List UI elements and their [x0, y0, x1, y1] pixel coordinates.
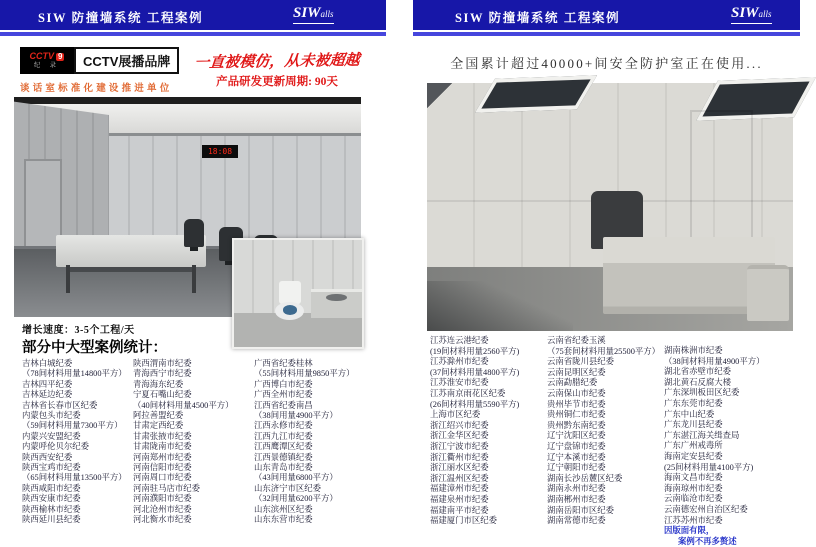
case-line: 河南驻马店市纪委 — [133, 483, 200, 493]
case-line: 广东深圳板田区纪委 — [664, 388, 740, 398]
case-line: (25间材料用量4100平方) — [664, 462, 754, 472]
case-line: 湖南永州市纪委 — [547, 484, 606, 494]
case-line: 浙江丽水区纪委 — [430, 463, 489, 473]
case-line: 海南琼州市纪委 — [664, 483, 723, 493]
case-line: 云南德宏州自治区纪委 — [664, 504, 748, 514]
case-line: 广东广州戒毒所 — [664, 441, 723, 451]
page-title: SIW 防撞墙系统 工程案例 — [38, 11, 204, 25]
sink-basin — [326, 294, 346, 301]
header-bar-right — [413, 0, 800, 30]
case-column-right-3 — [664, 346, 798, 547]
case-line: 广东中山纪委 — [664, 409, 715, 419]
case-line: （59间材料用量7300平方） — [22, 421, 123, 431]
case-line: 广西博白市纪委 — [254, 379, 313, 389]
case-line: 湖南郴州市纪委 — [547, 494, 606, 504]
case-line: 辽宁本溪市纪委 — [547, 452, 606, 462]
case-line: 云南保山市纪委 — [547, 388, 606, 398]
case-line: （38间材料用量4900平方） — [664, 356, 765, 366]
interrogation-room-photo-right — [427, 83, 793, 331]
case-line: （78间材料用量14800平方） — [22, 369, 127, 379]
case-line: 江西九江市纪委 — [254, 431, 313, 441]
case-line: 江苏南京雨花区纪委 — [430, 388, 506, 398]
siwalls-logo: SIWalls — [293, 4, 334, 24]
case-line: 江苏苏州市纪委 — [664, 515, 723, 525]
cctv-badge-label: CCTV展播品牌 — [74, 47, 179, 74]
case-line: 辽宁沈阳区纪委 — [547, 431, 606, 441]
case-line: 江西省纪委南昌 — [254, 400, 313, 410]
case-line: 内蒙包头市纪委 — [22, 411, 81, 421]
case-column-right-2 — [547, 336, 663, 527]
case-line: 河南信阳市纪委 — [133, 463, 192, 473]
case-line: 甘肃定西纪委 — [133, 421, 184, 431]
case-line: 广西省纪委桂林 — [254, 359, 313, 368]
case-line: 甘肃陇南市纪委 — [133, 442, 192, 452]
case-line: （55间材料用量9850平方） — [254, 369, 355, 379]
window — [474, 75, 596, 112]
case-line: 云南勐腊纪委 — [547, 378, 598, 388]
case-line: （32间用量6200平方） — [254, 494, 338, 504]
chair — [184, 219, 204, 247]
case-column-left-2 — [133, 359, 251, 526]
case-line: 陕西西安纪委 — [22, 452, 73, 462]
siwalls-logo: SIWalls — [731, 4, 772, 24]
case-line: 上海市区纪委 — [430, 410, 481, 420]
case-line: 广西全州市纪委 — [254, 390, 313, 400]
case-line: （65间材料用量13500平方） — [22, 473, 127, 483]
case-line: 浙江温州区纪委 — [430, 473, 489, 483]
case-line: 案例不再多赘述 — [678, 536, 737, 546]
case-line: 陕西安康市纪委 — [22, 494, 81, 504]
case-line: 阿拉善盟纪委 — [133, 411, 184, 421]
case-line: 吉林四平纪委 — [22, 379, 73, 389]
led-clock: 18:08 — [202, 145, 238, 158]
case-line: 内蒙呼伦贝尔纪委 — [22, 442, 89, 452]
case-line: 云南省纪委玉溪 — [547, 336, 606, 345]
case-line: 江苏淮安市纪委 — [430, 378, 489, 388]
growth-note: 增长速度：3-5个工程/天 — [22, 325, 135, 336]
case-line: 云南省陇川县纪委 — [547, 357, 614, 367]
case-line: 内蒙兴安盟纪委 — [22, 431, 81, 441]
case-line: 浙江金华区纪委 — [430, 431, 489, 441]
case-line: 浙江绍兴市纪委 — [430, 420, 489, 430]
case-line: (19间材料用量2560平方) — [430, 346, 520, 356]
case-line: 江西景德镇纪委 — [254, 452, 313, 462]
case-line: （43间用量6800平方） — [254, 473, 338, 483]
case-line: 福建泉州市纪委 — [430, 494, 489, 504]
case-line: 福建厦门市区纪委 — [430, 516, 497, 526]
case-line: 陕西宝鸡市纪委 — [22, 463, 81, 473]
case-line: 海南文昌市纪委 — [664, 473, 723, 483]
case-line: 吉林延边纪委 — [22, 390, 73, 400]
case-line: 福建南平市纪委 — [430, 505, 489, 515]
case-line: 甘肃张掖市纪委 — [133, 431, 192, 441]
case-line: 江西永修市纪委 — [254, 421, 313, 431]
footnote — [664, 526, 798, 547]
toilet-tank — [279, 281, 301, 305]
case-line: 吉林白城纪委 — [22, 359, 73, 368]
case-line: 贵州铜仁市纪委 — [547, 410, 606, 420]
case-line: 广东东莞市纪委 — [664, 398, 723, 408]
case-line: 海南定安县纪委 — [664, 451, 723, 461]
case-line: 江苏滁州市纪委 — [430, 357, 489, 367]
case-column-left-3 — [254, 359, 366, 526]
case-line: 广东龙川县纪委 — [664, 420, 723, 430]
page-title: SIW 防撞墙系统 工程案例 — [455, 11, 621, 25]
case-line: 陕西延川县纪委 — [22, 515, 81, 525]
case-line: (37间材料用量4800平方) — [430, 367, 520, 377]
case-line: 湖北省赤壁市纪委 — [664, 367, 731, 377]
case-line: 湖南株洲市纪委 — [664, 346, 723, 355]
case-line: 江苏连云港纪委 — [430, 336, 489, 345]
case-line: 山东济宁市区纪委 — [254, 483, 321, 493]
national-usage-headline: 全国累计超过40000+间安全防护室正在使用... — [450, 56, 763, 71]
case-line: 宁夏石嘴山纪委 — [133, 390, 192, 400]
padded-restroom-photo — [232, 238, 364, 349]
case-line: （40间材料用量4500平方） — [133, 400, 234, 410]
case-line: 河南郑州市纪委 — [133, 452, 192, 462]
cctv-badge — [20, 47, 179, 74]
case-line: 陕西榆林市纪委 — [22, 504, 81, 514]
case-line: 吉林省长春市区纪委 — [22, 400, 98, 410]
header-strip — [0, 32, 386, 36]
cctv9-logo: CCTV 9 纪 录 — [20, 47, 74, 74]
case-line: 山东滨州区纪委 — [254, 504, 313, 514]
case-line: 陕西咸阳市纪委 — [22, 483, 81, 493]
case-line: 陕西渭南市纪委 — [133, 359, 192, 368]
case-line: 河南濮阳市纪委 — [133, 494, 192, 504]
case-line: 福建漳州市纪委 — [430, 484, 489, 494]
case-line: 辽宁盘锦市纪委 — [547, 441, 606, 451]
header-bar-left — [0, 0, 386, 30]
case-line: (26间材料用量5590平方) — [430, 399, 520, 409]
case-line: 湖南常德市纪委 — [547, 516, 606, 526]
case-column-right-1 — [430, 336, 544, 527]
dev-cycle-note: 产品研发更新周期: 90天 — [216, 76, 338, 88]
case-column-left-1 — [22, 359, 132, 526]
case-line: （75套间材料用量25500平方） — [547, 346, 661, 356]
case-line: 云南昆明区纪委 — [547, 367, 606, 377]
case-line: 因版面有限， — [664, 526, 715, 536]
case-line: 河南周口市纪委 — [133, 473, 192, 483]
case-line: 浙江宁波市纪委 — [430, 441, 489, 451]
case-line: 广东湛江海关缉查局 — [664, 430, 740, 440]
case-line: 山东东营市纪委 — [254, 515, 313, 525]
chair — [747, 265, 789, 321]
case-line: 河北衡水市纪委 — [133, 515, 192, 525]
case-line: 贵州黔东南纪委 — [547, 420, 606, 430]
case-line: 浙江衢州市纪委 — [430, 452, 489, 462]
case-line: 湖南长沙岳麓区纪委 — [547, 473, 623, 483]
case-line: 山东青岛市纪委 — [254, 463, 313, 473]
case-line: 云南临沧市纪委 — [664, 494, 723, 504]
case-line: 湖北黄石反腐大楼 — [664, 377, 731, 387]
case-line: 湖南岳阳市区纪委 — [547, 505, 614, 515]
slogan-calligraphy: 一直被模仿，从未被超越 — [193, 52, 361, 72]
org-subtitle: 谈话室标准化建设推进单位 — [20, 83, 173, 94]
case-line: 河北沧州市纪委 — [133, 504, 192, 514]
case-line: 贵州毕节市纪委 — [547, 399, 606, 409]
room-door — [690, 110, 753, 253]
case-list-title: 部分中大型案例统计： — [22, 340, 167, 356]
header-strip — [413, 32, 800, 36]
case-line: 辽宁朝阳市纪委 — [547, 463, 606, 473]
case-line: 江西鹰潭区纪委 — [254, 442, 313, 452]
room-top-band — [14, 97, 361, 104]
case-line: 青海西宁市纪委 — [133, 369, 192, 379]
case-line: （38间用量4900平方） — [254, 411, 338, 421]
case-line: 青海海东纪委 — [133, 379, 184, 389]
